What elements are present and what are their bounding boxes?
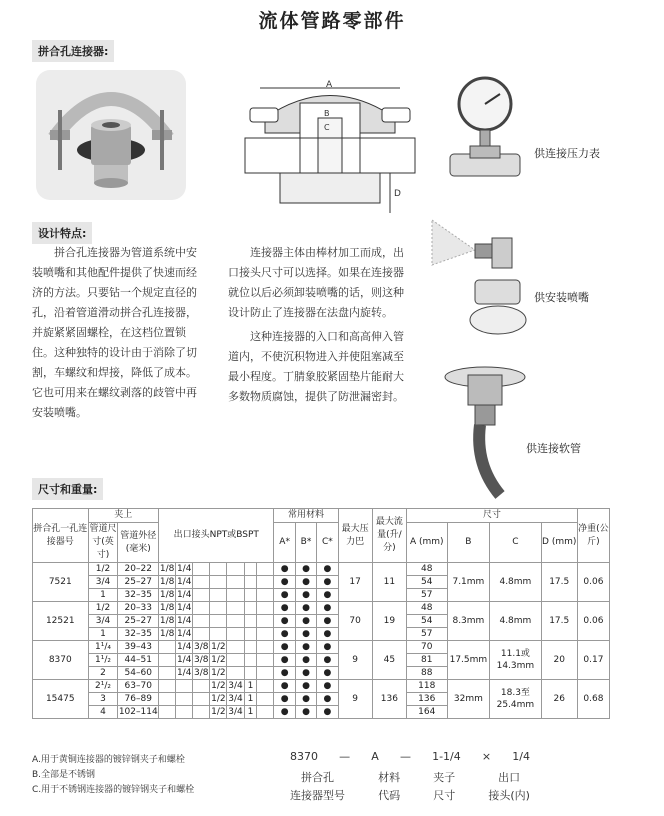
- cell-pipe-od: 54–60: [118, 667, 159, 680]
- cell-outlet-empty: [244, 615, 257, 628]
- page-title: 流体管路零部件: [258, 10, 406, 32]
- col-mat-b: B*: [295, 523, 316, 563]
- cell-outlet-empty: [244, 641, 257, 654]
- col-pipe-size: 管道尺寸(英寸): [88, 523, 118, 563]
- cell-pipe-od: 63–70: [118, 680, 159, 693]
- cell-outlet: [210, 615, 227, 628]
- section-label-dimensions: 尺寸和重量:: [32, 478, 103, 500]
- features-paragraph-1: 拼合孔连接器为管道系统中安装喷嘴和其他配件提供了快速而经济的方法。只要钻一个规定直径的孔，沿着管道滑动拼合孔连接器，并旋紧紧固螺栓，在这档位置锁住。这种独特的设计由于消除了切割，车螺纹和焊接，降低了成本。它也可用来在螺纹剥落的歧管中再安装喷嘴。: [32, 246, 197, 419]
- cell-dim-c: 4.8mm: [490, 563, 541, 602]
- cell-outlet: [227, 576, 244, 589]
- cell-outlet-empty: [257, 615, 274, 628]
- cell-outlet: 1/2: [211, 642, 226, 652]
- cell-material-dot: ●: [317, 680, 338, 693]
- cell-dim-a: 54: [406, 576, 447, 589]
- cell-outlet: [193, 615, 210, 628]
- order-code-example: [290, 750, 530, 805]
- dim-label-b: B: [324, 109, 330, 118]
- cell-dim-w: 0.06: [577, 602, 609, 641]
- spec-table: [32, 508, 610, 719]
- cell-dim-a: 54: [406, 615, 447, 628]
- caption-nozzle: 供安装喷嘴: [534, 291, 589, 304]
- cell-outlet-empty: [257, 563, 274, 576]
- order-legend-outlet-2: 接头(内): [488, 789, 530, 802]
- cell-dim-w: 0.17: [577, 641, 609, 680]
- cell-pipe-size: 1/2: [88, 563, 118, 576]
- cell-outlet: [159, 680, 176, 693]
- section-label-features: 设计特点:: [32, 222, 92, 244]
- cell-material-dot: ●: [274, 667, 295, 680]
- cell-dim-c: 18.3至25.4mm: [490, 680, 541, 719]
- cell-outlet-empty: [257, 680, 274, 693]
- cell-outlet-empty: [244, 589, 257, 602]
- cell-dim-d: 17.5: [541, 602, 577, 641]
- spray-nozzle-icon: [430, 210, 530, 340]
- cell-outlet: [210, 602, 227, 615]
- cell-outlet: 1/2: [211, 681, 226, 691]
- cell-dim-d: 17.5: [541, 563, 577, 602]
- cell-outlet-empty: [257, 589, 274, 602]
- cell-outlet: [193, 693, 210, 706]
- cell-pipe-size: 1/2: [88, 602, 118, 615]
- cell-outlet: 1/4: [176, 655, 192, 665]
- cell-outlet: 1/4: [176, 629, 192, 639]
- features-left-text: [32, 243, 202, 423]
- features-paragraph-3: 这种连接器的入口和高高伸入管道内，不使沉积物进入并使阻塞减至最小程度。丁腈象胶紧固垫片能耐大多数物质腐蚀，提供了防泄漏密封。: [228, 330, 404, 403]
- cell-outlet: [227, 667, 244, 680]
- spec-table-body: [33, 563, 610, 719]
- cell-dim-a: 57: [406, 628, 447, 641]
- cell-outlet: [193, 680, 210, 693]
- cell-material-dot: ●: [317, 667, 338, 680]
- features-paragraph-2: 连接器主体由棒材加工而成，出口接头尺寸可以选择。如果在连接器就位以后必须卸装喷嘴的话，则这种设计防止了连接器在法盘内旋转。: [228, 246, 404, 319]
- product-photo: [36, 70, 186, 200]
- cell-material-dot: ●: [295, 693, 316, 706]
- cell-outlet: 1/8: [159, 629, 175, 639]
- cell-outlet: 1/8: [159, 564, 175, 574]
- cell-outlet: [159, 706, 176, 719]
- cell-material-dot: ●: [295, 615, 316, 628]
- cell-pipe-size: 1: [88, 628, 118, 641]
- cell-material-dot: ●: [317, 576, 338, 589]
- cell-outlet: [159, 667, 176, 680]
- cell-flow: 19: [372, 602, 406, 641]
- cell-outlet: 1/4: [176, 616, 192, 626]
- cell-dim-d: 26: [541, 680, 577, 719]
- cell-outlet-empty: [257, 576, 274, 589]
- footnote-b: B.全部是不锈钢: [32, 770, 96, 780]
- cell-outlet: [176, 680, 193, 693]
- cell-outlet-empty: [244, 602, 257, 615]
- cell-outlet: [210, 628, 227, 641]
- cell-material-dot: ●: [274, 563, 295, 576]
- cell-outlet: 3/4: [228, 681, 243, 691]
- order-legend-outlet: [488, 769, 530, 805]
- cell-outlet: [193, 602, 210, 615]
- cell-pipe-size: 3: [88, 693, 118, 706]
- cell-pipe-size: 1¹/₄: [88, 641, 118, 654]
- cell-outlet: 1/8: [159, 590, 175, 600]
- cell-outlet: 3/4: [228, 694, 243, 704]
- cell-material-dot: ●: [295, 654, 316, 667]
- cell-material-dot: ●: [317, 602, 338, 615]
- cell-material-dot: ●: [317, 693, 338, 706]
- cell-outlet: 1/4: [176, 642, 192, 652]
- cell-outlet: [176, 706, 193, 719]
- cell-outlet: 1/4: [176, 590, 192, 600]
- cell-flow: 11: [372, 563, 406, 602]
- cell-outlet: [159, 654, 176, 667]
- cell-outlet-empty: [257, 693, 274, 706]
- cell-pipe-size: 2: [88, 667, 118, 680]
- dim-label-a: A: [326, 80, 333, 90]
- cell-outlet: [193, 576, 210, 589]
- cell-outlet: 1/2: [211, 707, 226, 717]
- cell-pipe-od: 25–27: [118, 615, 159, 628]
- col-material: 常用材料: [274, 509, 338, 523]
- features-mid-text: [228, 243, 408, 407]
- cell-outlet: [227, 641, 244, 654]
- col-mat-c: C*: [317, 523, 338, 563]
- cell-outlet-empty: [244, 654, 257, 667]
- cell-outlet: 1/4: [176, 668, 192, 678]
- footnotes: [32, 753, 194, 798]
- order-legend-outlet-1: 出口: [498, 771, 521, 784]
- cell-outlet: 1: [244, 706, 257, 719]
- cell-outlet: 1: [244, 693, 257, 706]
- cell-dim-a: 88: [406, 667, 447, 680]
- col-dim-a: A (mm): [406, 523, 447, 563]
- cell-pipe-od: 25–27: [118, 576, 159, 589]
- cell-dim-a: 48: [406, 602, 447, 615]
- order-dash-2: —: [399, 750, 411, 763]
- cell-dim-c: 11.1或14.3mm: [490, 641, 541, 680]
- cell-material-dot: ●: [317, 589, 338, 602]
- cell-pipe-size: 3/4: [88, 576, 118, 589]
- section-label-connector: 拼合孔连接器:: [32, 40, 114, 62]
- caption-gauge: 供连接压力表: [534, 147, 600, 160]
- cell-dim-b: 17.5mm: [447, 641, 490, 680]
- order-clamp: 1-1/4: [432, 750, 461, 763]
- col-dimensions: 尺寸: [406, 509, 577, 523]
- footnote-a: A.用于黄铜连接器的镀锌钢夹子和螺栓: [32, 755, 185, 765]
- cell-outlet-empty: [244, 563, 257, 576]
- cell-outlet: 1/2: [211, 694, 226, 704]
- cell-material-dot: ●: [274, 615, 295, 628]
- cell-pipe-od: 32–35: [118, 628, 159, 641]
- cell-outlet: 1/8: [159, 577, 175, 587]
- cell-outlet-empty: [257, 641, 274, 654]
- cell-outlet: 1/8: [159, 603, 175, 613]
- nozzle-illustration: [430, 210, 530, 340]
- cell-dim-a: 57: [406, 589, 447, 602]
- order-times: ×: [481, 750, 492, 763]
- cell-dim-a: 164: [406, 706, 447, 719]
- cell-outlet: [227, 602, 244, 615]
- cell-material-dot: ●: [317, 628, 338, 641]
- col-mat-a: A*: [274, 523, 295, 563]
- col-pressure: 最大压力巴: [338, 509, 372, 563]
- order-legend-material-1: 材料: [378, 771, 401, 784]
- cell-pipe-od: 76–89: [118, 693, 159, 706]
- pressure-gauge-icon: [445, 74, 525, 194]
- cell-material-dot: ●: [274, 589, 295, 602]
- cell-pipe-od: 102–114: [118, 707, 158, 717]
- cell-material-dot: ●: [317, 641, 338, 654]
- order-legend-clamp: [433, 769, 455, 805]
- cell-material-dot: ●: [295, 563, 316, 576]
- cell-dim-b: 7.1mm: [447, 563, 490, 602]
- cell-outlet: [176, 693, 193, 706]
- col-dim-d: D (mm): [541, 523, 577, 563]
- col-weight: 净重(公斤): [577, 509, 609, 563]
- cell-pipe-od: 44–51: [118, 654, 159, 667]
- pressure-gauge-illustration: [445, 74, 525, 194]
- col-outlet: 出口接头NPT或BSPT: [159, 509, 274, 563]
- dim-label-d: D: [394, 189, 401, 199]
- cell-outlet: [193, 589, 210, 602]
- cell-dim-a: 118: [406, 680, 447, 693]
- cell-material-dot: ●: [274, 706, 295, 719]
- order-legend-material-2: 代码: [378, 789, 401, 802]
- cell-material-dot: ●: [295, 667, 316, 680]
- order-legend-model: [290, 769, 345, 805]
- cell-outlet: 1/4: [176, 577, 192, 587]
- cell-model: 15475: [33, 680, 89, 719]
- table-row: [33, 680, 610, 693]
- cell-outlet: [193, 706, 210, 719]
- cell-outlet: 1/2: [211, 655, 226, 665]
- order-legend-model-2: 连接器型号: [290, 789, 345, 802]
- cell-outlet: 3/8: [194, 668, 209, 678]
- cell-outlet-empty: [257, 628, 274, 641]
- cell-outlet: 3/8: [194, 642, 209, 652]
- cell-material-dot: ●: [274, 654, 295, 667]
- hose-illustration: [440, 365, 530, 500]
- dim-label-c: C: [324, 123, 330, 132]
- cell-outlet: 3/4: [228, 707, 243, 717]
- order-code-line: [290, 750, 530, 763]
- cell-outlet: 1/8: [159, 616, 175, 626]
- order-dash-1: —: [339, 750, 351, 763]
- cell-dim-a: 48: [406, 563, 447, 576]
- cell-outlet: [210, 563, 227, 576]
- cell-dim-w: 0.68: [577, 680, 609, 719]
- cell-material-dot: ●: [317, 563, 338, 576]
- cell-dim-a: 136: [406, 693, 447, 706]
- col-model: 拼合孔一孔连接器号: [33, 509, 89, 563]
- cell-outlet: [210, 576, 227, 589]
- cell-material-dot: ●: [274, 602, 295, 615]
- cell-pipe-od: 32–35: [118, 589, 159, 602]
- cell-dim-a: 70: [406, 641, 447, 654]
- order-legend-clamp-2: 尺寸: [433, 789, 456, 802]
- cell-dim-d: 20: [541, 641, 577, 680]
- cell-pipe-size: 1¹/₂: [88, 654, 118, 667]
- order-outlet: 1/4: [512, 750, 530, 763]
- cell-material-dot: ●: [317, 615, 338, 628]
- caption-hose: 供连接软管: [526, 442, 581, 455]
- order-legend-material: [378, 769, 400, 805]
- cell-outlet-empty: [244, 576, 257, 589]
- col-dim-b: B: [447, 523, 490, 563]
- order-legend: [290, 769, 530, 805]
- cell-pipe-od: 39–43: [118, 641, 159, 654]
- cell-material-dot: ●: [317, 654, 338, 667]
- cell-outlet: [159, 693, 176, 706]
- cell-material-dot: ●: [295, 706, 316, 719]
- cell-outlet: 1/4: [176, 564, 192, 574]
- cell-pressure: 70: [338, 602, 372, 641]
- footnote-c: C.用于不锈钢连接器的镀锌钢夹子和螺栓: [32, 785, 195, 795]
- cell-outlet: [193, 563, 210, 576]
- cell-material-dot: ●: [274, 628, 295, 641]
- cell-model: 8370: [33, 641, 89, 680]
- col-flow: 最大流量(升/分): [372, 509, 406, 563]
- cell-outlet-empty: [244, 667, 257, 680]
- hose-icon: [440, 365, 530, 500]
- cell-outlet: [210, 589, 227, 602]
- cell-model: 7521: [33, 563, 89, 602]
- cell-material-dot: ●: [274, 680, 295, 693]
- cell-flow: 45: [372, 641, 406, 680]
- cell-material-dot: ●: [274, 641, 295, 654]
- order-legend-model-1: 拼合孔: [301, 771, 334, 784]
- cell-pipe-od: 20–22: [118, 563, 159, 576]
- cell-outlet: [227, 615, 244, 628]
- cell-outlet-empty: [257, 654, 274, 667]
- order-material: A: [371, 750, 379, 763]
- cell-material-dot: ●: [295, 641, 316, 654]
- cell-pipe-size: 1: [88, 589, 118, 602]
- cell-dim-b: 32mm: [447, 680, 490, 719]
- cell-outlet-empty: [244, 628, 257, 641]
- col-dim-c: C: [490, 523, 541, 563]
- cell-material-dot: ●: [295, 589, 316, 602]
- cell-pipe-size: 3/4: [88, 615, 118, 628]
- cell-dim-a: 81: [406, 654, 447, 667]
- cell-outlet: 3/8: [194, 655, 209, 665]
- cell-dim-w: 0.06: [577, 563, 609, 602]
- cell-outlet: [227, 628, 244, 641]
- table-row: [33, 641, 610, 654]
- cell-outlet: [193, 628, 210, 641]
- cell-pipe-size: 4: [88, 706, 118, 719]
- cell-model: 12521: [33, 602, 89, 641]
- cross-section-diagram: [240, 78, 420, 218]
- cell-pressure: 17: [338, 563, 372, 602]
- cell-outlet-empty: [257, 602, 274, 615]
- cell-pressure: 9: [338, 641, 372, 680]
- cell-pressure: 9: [338, 680, 372, 719]
- cell-outlet: 1/4: [176, 603, 192, 613]
- cell-outlet-empty: [257, 667, 274, 680]
- table-row: [33, 602, 610, 615]
- cell-outlet: [159, 641, 176, 654]
- cell-pipe-od: 20–33: [118, 602, 159, 615]
- cell-material-dot: ●: [295, 628, 316, 641]
- cell-flow: 136: [372, 680, 406, 719]
- cell-material-dot: ●: [295, 602, 316, 615]
- cell-outlet: [227, 589, 244, 602]
- cell-outlet: 1: [244, 680, 257, 693]
- cell-dim-c: 4.8mm: [490, 602, 541, 641]
- cell-pipe-size: 2¹/₂: [88, 680, 118, 693]
- cell-outlet: [227, 654, 244, 667]
- connector-photo-icon: [36, 70, 186, 200]
- cell-dim-b: 8.3mm: [447, 602, 490, 641]
- cell-outlet-empty: [257, 706, 274, 719]
- cell-material-dot: ●: [274, 576, 295, 589]
- order-model: 8370: [290, 750, 318, 763]
- cell-outlet: [227, 563, 244, 576]
- order-legend-clamp-1: 夹子: [433, 771, 456, 784]
- cell-material-dot: ●: [295, 680, 316, 693]
- cell-outlet: 1/2: [211, 668, 226, 678]
- col-clamp: 夹上: [88, 509, 159, 523]
- cell-material-dot: ●: [317, 706, 338, 719]
- cell-material-dot: ●: [274, 693, 295, 706]
- col-pipe-od: 管道外径(毫米): [118, 523, 159, 563]
- cell-material-dot: ●: [295, 576, 316, 589]
- table-row: [33, 563, 610, 576]
